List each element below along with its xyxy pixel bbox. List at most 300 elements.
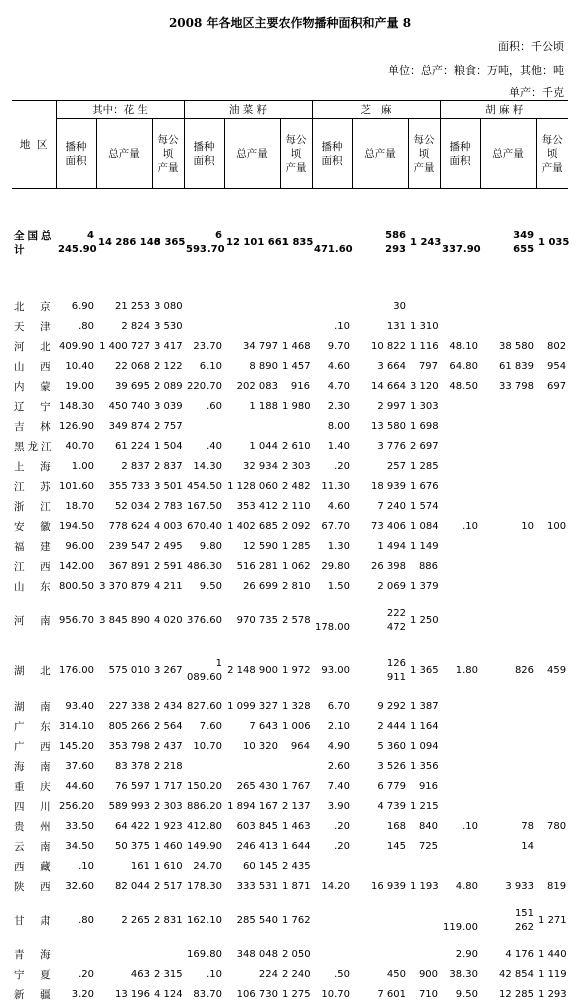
rapeseed-area-cell: 23.70	[193, 340, 222, 352]
region-cell: 西 藏	[14, 860, 54, 873]
table-row	[12, 317, 568, 337]
sesame-area-cell: 4.60	[327, 500, 351, 512]
rapeseed-yield-cell: 1 275	[282, 988, 311, 1000]
unit-area-note: 面积：千公顷	[498, 40, 564, 53]
region-cell: 黑龙江	[14, 440, 55, 453]
sesame-area-cell: 3.90	[327, 800, 351, 812]
sesame-output-cell: 257	[386, 460, 407, 472]
peanut-area-cell	[56, 945, 96, 965]
rapeseed-area-cell: 162.10	[187, 914, 222, 926]
peanut-yield-cell: 3 530	[154, 320, 183, 332]
flaxseed-output-cell	[480, 497, 536, 517]
peanut-output-cell: 2 824	[121, 320, 150, 332]
sesame-output-cell: 5 360	[377, 740, 407, 752]
region-cell: 江 苏	[14, 480, 54, 493]
sesame-area-cell: .20	[334, 460, 351, 472]
flaxseed-output-cell: 4 176	[505, 948, 535, 960]
sesame-area-cell: 9.70	[327, 340, 351, 352]
flaxseed-yield-cell	[536, 777, 568, 797]
sub-header-area: 播种 面积	[56, 119, 96, 189]
page-title: 2008 年各地区主要农作物播种面积和产量 8	[168, 16, 412, 30]
sesame-output-cell: 2 997	[377, 400, 407, 412]
sesame-output-cell: 73 406	[371, 520, 407, 532]
peanut-area-cell: 145.20	[59, 740, 94, 752]
rapeseed-area-cell: 7.60	[199, 720, 222, 732]
peanut-output-cell: 39 695	[115, 380, 150, 392]
peanut-area-cell: .10	[78, 860, 94, 872]
table-row	[12, 797, 568, 817]
table-row	[12, 537, 568, 557]
flaxseed-yield-cell	[536, 717, 568, 737]
flaxseed-output-cell	[480, 537, 536, 557]
peanut-yield-cell: 2 434	[154, 700, 183, 712]
sesame-yield-cell: 2 697	[410, 440, 439, 452]
flaxseed-yield-cell	[536, 557, 568, 577]
rapeseed-yield-cell: 2 610	[282, 440, 311, 452]
sub-header-output: 总产量	[224, 119, 280, 189]
flaxseed-area-cell	[440, 837, 480, 857]
peanut-output-cell: 161	[130, 860, 150, 872]
flaxseed-output-cell	[480, 457, 536, 477]
peanut-yield-cell: 1 504	[154, 440, 183, 452]
rapeseed-area-cell: 10.70	[193, 740, 222, 752]
sesame-area-cell	[312, 857, 352, 877]
sub-header-area: 播种 面积	[184, 119, 224, 189]
rapeseed-output-cell: 1 402 685	[227, 520, 278, 532]
flaxseed-output-cell	[480, 577, 536, 597]
peanut-area-cell: 3.20	[71, 988, 94, 1000]
peanut-output-cell: 349 874	[108, 420, 150, 432]
flaxseed-output-cell	[480, 857, 536, 877]
sesame-yield-cell: 1 215	[410, 800, 439, 812]
peanut-area-cell: 148.30	[59, 400, 94, 412]
sub-header-yield: 每公 顷 产量	[536, 119, 568, 189]
flaxseed-yield-cell	[536, 537, 568, 557]
sesame-area-cell: 1.30	[327, 540, 351, 552]
rapeseed-yield-cell: 2 092	[282, 520, 311, 532]
sub-header-output: 总产量	[480, 119, 536, 189]
table-row	[12, 945, 568, 965]
sesame-output-cell: 168	[386, 820, 407, 832]
flaxseed-area-cell	[440, 717, 480, 737]
sesame-output-cell: 14 664	[371, 380, 407, 392]
table-row	[12, 397, 568, 417]
rapeseed-yield-cell: 1 835	[282, 236, 314, 248]
table-row	[12, 337, 568, 357]
sesame-output-cell: 131	[386, 320, 407, 332]
sesame-yield-cell: 1 698	[410, 420, 439, 432]
sesame-area-cell: 8.00	[327, 420, 351, 432]
flaxseed-yield-cell	[536, 417, 568, 437]
flaxseed-yield-cell: 100	[546, 520, 567, 532]
sesame-output-cell: 6 779	[377, 780, 407, 792]
sesame-yield-cell: 1 676	[410, 480, 439, 492]
sesame-output-cell: 7 240	[377, 500, 407, 512]
flaxseed-yield-cell	[536, 577, 568, 597]
peanut-output-cell: 82 044	[115, 880, 150, 892]
region-cell: 浙 江	[14, 500, 54, 513]
sesame-output-cell: 126 911	[386, 657, 407, 683]
rapeseed-yield-cell: 2 137	[282, 800, 311, 812]
flaxseed-yield-cell: 459	[546, 664, 567, 676]
unit-yield-note: 单产：千克	[509, 86, 564, 99]
flaxseed-area-cell	[440, 697, 480, 717]
sesame-output-cell: 3 526	[377, 760, 407, 772]
table-row	[12, 517, 568, 537]
sesame-output-cell: 586 293	[385, 229, 407, 255]
rapeseed-yield-cell: 2 110	[282, 500, 311, 512]
peanut-area-cell: 800.50	[59, 580, 94, 592]
peanut-area-cell: 32.60	[65, 880, 94, 892]
sesame-yield-cell: 886	[418, 560, 439, 572]
rapeseed-area-cell: 9.50	[199, 580, 222, 592]
table-row	[12, 877, 568, 897]
peanut-output-cell: 463	[130, 968, 150, 980]
peanut-area-cell: 34.50	[65, 840, 94, 852]
sub-header-area: 播种 面积	[440, 119, 480, 189]
flaxseed-output-cell	[480, 437, 536, 457]
peanut-yield-cell: 3 267	[154, 664, 183, 676]
peanut-yield-cell: 1 923	[154, 820, 183, 832]
rapeseed-area-cell: 6.10	[199, 360, 222, 372]
flaxseed-yield-cell	[536, 757, 568, 777]
flaxseed-area-cell	[440, 477, 480, 497]
flaxseed-yield-cell	[536, 857, 568, 877]
flaxseed-yield-cell: 819	[546, 880, 567, 892]
flaxseed-yield-cell: 780	[546, 820, 567, 832]
flaxseed-area-cell: 2.90	[455, 948, 479, 960]
flaxseed-area-cell	[440, 777, 480, 797]
table-row	[12, 817, 568, 837]
peanut-yield-cell: 3 039	[154, 400, 183, 412]
peanut-output-cell: 355 733	[108, 480, 150, 492]
flaxseed-output-cell	[480, 297, 536, 317]
sesame-yield-cell: 1 149	[410, 540, 439, 552]
table-row	[12, 357, 568, 377]
flaxseed-output-cell	[480, 737, 536, 757]
flaxseed-output-cell: 42 854	[499, 968, 535, 980]
peanut-area-cell: .80	[78, 914, 94, 926]
sesame-output-cell: 2 444	[377, 720, 407, 732]
peanut-output-cell: 367 891	[108, 560, 150, 572]
region-cell: 山 东	[14, 580, 54, 593]
sesame-output-cell: 1 494	[377, 540, 407, 552]
rapeseed-yield-cell: 2 435	[282, 860, 311, 872]
sesame-area-cell	[312, 297, 352, 317]
peanut-yield-cell: 3 501	[154, 480, 183, 492]
peanut-yield-cell: 2 303	[154, 800, 183, 812]
flaxseed-yield-cell: 1 119	[538, 968, 567, 980]
table-row	[12, 897, 568, 945]
rapeseed-yield-cell: 916	[290, 380, 311, 392]
sesame-yield-cell: 1 365	[410, 664, 439, 676]
peanut-output-cell: 14 286 146	[98, 236, 161, 248]
flaxseed-area-cell: 119.00	[443, 921, 479, 933]
rapeseed-area-cell: .60	[206, 400, 222, 412]
peanut-area-cell: 10.40	[65, 360, 94, 372]
sesame-yield-cell: 1 164	[410, 720, 439, 732]
sesame-area-cell: .20	[334, 840, 351, 852]
flaxseed-area-cell	[440, 437, 480, 457]
crop-statistics-table	[12, 100, 568, 1005]
table-row	[12, 837, 568, 857]
peanut-area-cell: 18.70	[65, 500, 94, 512]
flaxseed-area-cell: .10	[462, 520, 479, 532]
peanut-area-cell: 93.40	[65, 700, 94, 712]
rapeseed-yield-cell	[280, 757, 312, 777]
rapeseed-yield-cell: 2 578	[282, 614, 311, 626]
rapeseed-output-cell: 333 531	[236, 880, 278, 892]
sesame-area-cell: 1.40	[327, 440, 351, 452]
rapeseed-yield-cell: 2 482	[282, 480, 311, 492]
rapeseed-area-cell: .10	[206, 968, 222, 980]
group-header-sesame: 芝 麻	[312, 101, 440, 119]
peanut-yield-cell: 2 315	[154, 968, 183, 980]
peanut-yield-cell	[152, 945, 184, 965]
peanut-yield-cell: 2 089	[154, 380, 183, 392]
sesame-yield-cell: 1 356	[410, 760, 439, 772]
rapeseed-yield-cell: 1 285	[282, 540, 311, 552]
rapeseed-yield-cell: 1 980	[282, 400, 311, 412]
rapeseed-output-cell	[224, 317, 280, 337]
sesame-area-cell: 6.70	[327, 700, 351, 712]
table-row	[12, 697, 568, 717]
peanut-yield-cell: 2 757	[154, 420, 183, 432]
flaxseed-area-cell	[440, 417, 480, 437]
table-row	[12, 377, 568, 397]
flaxseed-area-cell: 337.90	[442, 243, 481, 255]
rapeseed-output-cell: 26 699	[243, 580, 278, 592]
rapeseed-area-cell: 486.30	[187, 560, 222, 572]
sesame-output-cell: 4 739	[377, 800, 407, 812]
rapeseed-area-cell: 149.90	[187, 840, 222, 852]
flaxseed-output-cell	[480, 797, 536, 817]
peanut-yield-cell: 1 717	[154, 780, 183, 792]
rapeseed-area-cell: 1 089.60	[187, 657, 222, 683]
sesame-area-cell: 178.00	[315, 621, 351, 633]
sesame-area-cell: 2.60	[327, 760, 351, 772]
table-row	[12, 757, 568, 777]
group-header-flaxseed: 胡 麻 籽	[440, 101, 568, 119]
flaxseed-area-cell	[440, 577, 480, 597]
peanut-area-cell: 956.70	[59, 614, 94, 626]
flaxseed-output-cell	[480, 417, 536, 437]
flaxseed-area-cell	[440, 497, 480, 517]
sub-header-yield: 每公 顷 产量	[280, 119, 312, 189]
sesame-area-cell: 93.00	[321, 664, 351, 676]
rapeseed-area-cell: 220.70	[187, 380, 222, 392]
sesame-area-cell: 4.90	[327, 740, 351, 752]
peanut-area-cell: 256.20	[59, 800, 94, 812]
peanut-output-cell: 21 253	[115, 300, 150, 312]
rapeseed-output-cell	[224, 757, 280, 777]
sesame-output-cell	[352, 897, 408, 945]
sesame-yield-cell: 1 303	[410, 400, 439, 412]
sub-header-area: 播种 面积	[312, 119, 352, 189]
region-cell: 海 南	[14, 760, 54, 773]
flaxseed-output-cell: 78	[521, 820, 535, 832]
peanut-output-cell: 450 740	[108, 400, 150, 412]
region-cell: 上 海	[14, 460, 54, 473]
sesame-yield-cell: 840	[418, 820, 439, 832]
region-cell: 湖 南	[14, 700, 54, 713]
rapeseed-yield-cell: 1 767	[282, 780, 311, 792]
table-row	[12, 297, 568, 317]
flaxseed-yield-cell	[536, 397, 568, 417]
rapeseed-area-cell: 24.70	[193, 860, 222, 872]
sub-header-output: 总产量	[96, 119, 152, 189]
region-cell: 甘 肃	[14, 914, 54, 927]
flaxseed-output-cell: 10	[521, 520, 535, 532]
flaxseed-yield-cell: 1 293	[538, 988, 567, 1000]
sesame-area-cell: 1.50	[327, 580, 351, 592]
flaxseed-output-cell	[480, 697, 536, 717]
region-header: 地 区	[12, 101, 56, 189]
peanut-area-cell: 126.90	[59, 420, 94, 432]
peanut-output-cell: 805 266	[108, 720, 150, 732]
sesame-area-cell: 10.70	[321, 988, 351, 1000]
rapeseed-area-cell	[184, 297, 224, 317]
rapeseed-area-cell: 376.60	[187, 614, 222, 626]
sesame-area-cell: 29.80	[321, 560, 351, 572]
table-row	[12, 457, 568, 477]
peanut-output-cell: 575 010	[108, 664, 150, 676]
flaxseed-output-cell: 12 285	[499, 988, 535, 1000]
table-row	[12, 777, 568, 797]
flaxseed-area-cell	[440, 317, 480, 337]
sesame-area-cell: .10	[334, 320, 351, 332]
peanut-output-cell: 76 597	[115, 780, 150, 792]
sesame-yield-cell: 3 120	[410, 380, 439, 392]
rapeseed-area-cell: 178.30	[187, 880, 222, 892]
flaxseed-yield-cell	[536, 737, 568, 757]
rapeseed-output-cell: 12 590	[243, 540, 278, 552]
sesame-yield-cell: 725	[418, 840, 439, 852]
flaxseed-yield-cell: 1 035	[538, 236, 570, 248]
rapeseed-output-cell: 1 099 327	[227, 700, 278, 712]
rapeseed-yield-cell: 2 050	[282, 948, 311, 960]
rapeseed-output-cell: 1 188	[249, 400, 278, 412]
sesame-area-cell: 471.60	[314, 243, 353, 255]
peanut-yield-cell: 2 837	[154, 460, 183, 472]
sesame-yield-cell: 1 379	[410, 580, 439, 592]
flaxseed-area-cell	[440, 597, 480, 645]
table-row	[12, 985, 568, 1005]
sesame-output-cell: 16 939	[371, 880, 407, 892]
rapeseed-area-cell: 14.30	[193, 460, 222, 472]
flaxseed-output-cell: 38 580	[499, 340, 535, 352]
sesame-yield-cell: 710	[418, 988, 439, 1000]
peanut-output-cell: 13 196	[115, 988, 150, 1000]
peanut-area-cell: 409.90	[59, 340, 94, 352]
flaxseed-output-cell	[480, 557, 536, 577]
flaxseed-output-cell: 349 655	[513, 229, 535, 255]
peanut-output-cell: 589 993	[108, 800, 150, 812]
flaxseed-yield-cell	[536, 317, 568, 337]
flaxseed-output-cell: 151 262	[514, 907, 535, 933]
flaxseed-yield-cell	[536, 697, 568, 717]
flaxseed-area-cell	[440, 757, 480, 777]
peanut-yield-cell: 2 495	[154, 540, 183, 552]
flaxseed-area-cell	[440, 557, 480, 577]
rapeseed-output-cell: 2 148 900	[227, 664, 278, 676]
rapeseed-output-cell	[224, 297, 280, 317]
peanut-output-cell: 2 837	[121, 460, 150, 472]
rapeseed-output-cell: 285 540	[236, 914, 278, 926]
flaxseed-yield-cell	[536, 797, 568, 817]
region-cell: 江 西	[14, 560, 54, 573]
sesame-area-cell: .20	[334, 820, 351, 832]
flaxseed-output-cell	[480, 477, 536, 497]
region-cell: 北 京	[14, 300, 54, 313]
rapeseed-area-cell: 6 593.70	[186, 229, 225, 255]
peanut-yield-cell: 2 564	[154, 720, 183, 732]
flaxseed-area-cell: 64.80	[449, 360, 479, 372]
rapeseed-area-cell: 886.20	[187, 800, 222, 812]
rapeseed-area-cell: 150.20	[187, 780, 222, 792]
flaxseed-yield-cell: 1 440	[538, 948, 567, 960]
sesame-area-cell: 67.70	[321, 520, 351, 532]
rapeseed-output-cell: 1 894 167	[227, 800, 278, 812]
peanut-output-cell: 1 400 727	[99, 340, 150, 352]
sesame-yield-cell	[408, 297, 440, 317]
sesame-yield-cell	[408, 857, 440, 877]
sesame-yield-cell: 900	[418, 968, 439, 980]
peanut-area-cell: .20	[78, 968, 94, 980]
flaxseed-output-cell: 826	[514, 664, 535, 676]
table-row	[12, 417, 568, 437]
peanut-area-cell: 194.50	[59, 520, 94, 532]
peanut-yield-cell: 2 122	[154, 360, 183, 372]
region-cell: 云 南	[14, 840, 54, 853]
peanut-output-cell: 3 370 879	[99, 580, 150, 592]
sesame-yield-cell: 916	[418, 780, 439, 792]
peanut-area-cell: 44.60	[65, 780, 94, 792]
peanut-yield-cell: 2 831	[154, 914, 183, 926]
sesame-output-cell: 9 292	[377, 700, 407, 712]
flaxseed-area-cell	[440, 857, 480, 877]
region-cell: 广 西	[14, 740, 54, 753]
sesame-output-cell: 30	[393, 300, 407, 312]
rapeseed-area-cell: 83.70	[193, 988, 222, 1000]
region-cell: 河 北	[14, 340, 54, 353]
rapeseed-output-cell: 8 890	[249, 360, 278, 372]
rapeseed-output-cell: 12 101 661	[226, 236, 289, 248]
peanut-yield-cell: 1 460	[154, 840, 183, 852]
flaxseed-area-cell: 38.30	[449, 968, 479, 980]
peanut-output-cell: 353 798	[108, 740, 150, 752]
sesame-area-cell	[312, 945, 352, 965]
rapeseed-output-cell: 224	[258, 968, 278, 980]
rapeseed-area-cell	[184, 417, 224, 437]
rapeseed-output-cell: 246 413	[236, 840, 278, 852]
peanut-area-cell: 4 245.90	[58, 229, 97, 255]
rapeseed-yield-cell	[280, 297, 312, 317]
region-cell: 全国总 计	[14, 229, 55, 256]
peanut-area-cell: 40.70	[65, 440, 94, 452]
sesame-yield-cell: 1 084	[410, 520, 439, 532]
sesame-output-cell: 145	[386, 840, 407, 852]
flaxseed-area-cell	[440, 797, 480, 817]
sesame-yield-cell: 1 285	[410, 460, 439, 472]
sesame-yield-cell	[408, 897, 440, 945]
peanut-yield-cell: 2 517	[154, 880, 183, 892]
flaxseed-output-cell	[480, 597, 536, 645]
peanut-area-cell: 96.00	[65, 540, 94, 552]
region-cell: 湖 北	[14, 664, 54, 677]
table-row	[12, 737, 568, 757]
sesame-area-cell: 4.60	[327, 360, 351, 372]
